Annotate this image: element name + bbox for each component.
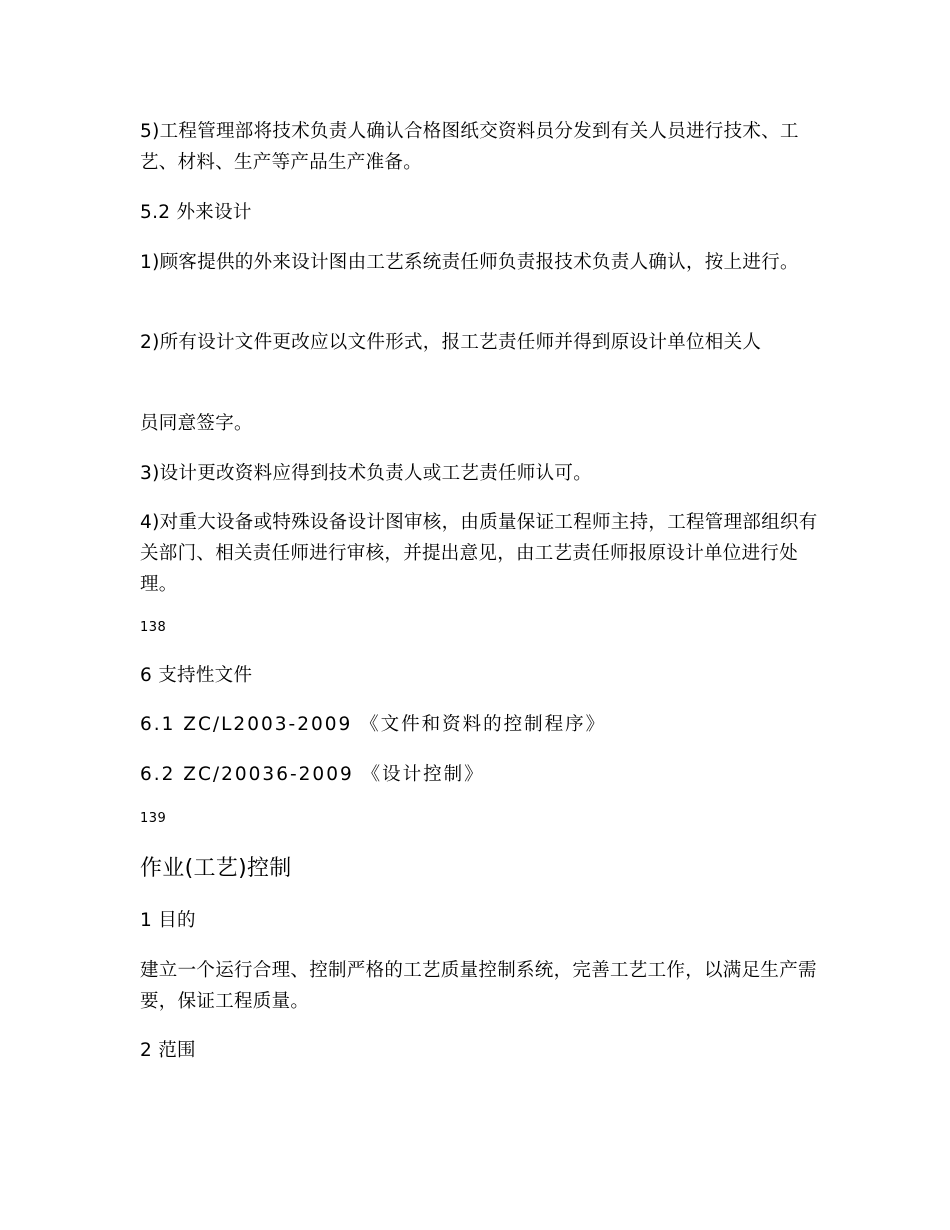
paragraph-item-5: 5)工程管理部将技术负责人确认合格图纸交资料员分发到有关人员进行技术、工艺、材料、生产等产品生产准备。	[140, 121, 799, 173]
reference-6-1: 6.1 ZC/L2003-2009 《文件和资料的控制程序》	[140, 714, 607, 735]
section-heading-2: 2 范围	[140, 1040, 196, 1061]
reference-6-2: 6.2 ZC/20036-2009 《设计控制》	[140, 764, 485, 785]
section-heading-5-2: 5.2 外来设计	[140, 202, 252, 223]
paragraph-external-2-cont: 员同意签字。	[140, 413, 253, 434]
page-number: 139	[140, 811, 167, 826]
section-heading-6: 6 支持性文件	[140, 665, 253, 686]
paragraph-external-1: 1)顾客提供的外来设计图由工艺系统责任师负责报技术负责人确认，按上进行。	[140, 252, 799, 273]
paragraph-external-2: 2)所有设计文件更改应以文件形式，报工艺责任师并得到原设计单位相关人	[140, 332, 762, 353]
section-heading-1: 1 目的	[140, 910, 196, 931]
chapter-title: 作业(工艺)控制	[140, 856, 292, 881]
paragraph-external-4: 4)对重大设备或特殊设备设计图审核，由质量保证工程师主持，工程管理部组织有关部门、相关责任师进行审核，并提出意见，由工艺责任师报原设计单位进行处理。	[140, 512, 818, 595]
paragraph-purpose: 建立一个运行合理、控制严格的工艺质量控制系统，完善工艺工作，以满足生产需要，保证工程质量。	[140, 960, 817, 1012]
paragraph-external-3: 3)设计更改资料应得到技术负责人或工艺责任师认可。	[140, 463, 592, 484]
page-number: 138	[140, 620, 167, 635]
